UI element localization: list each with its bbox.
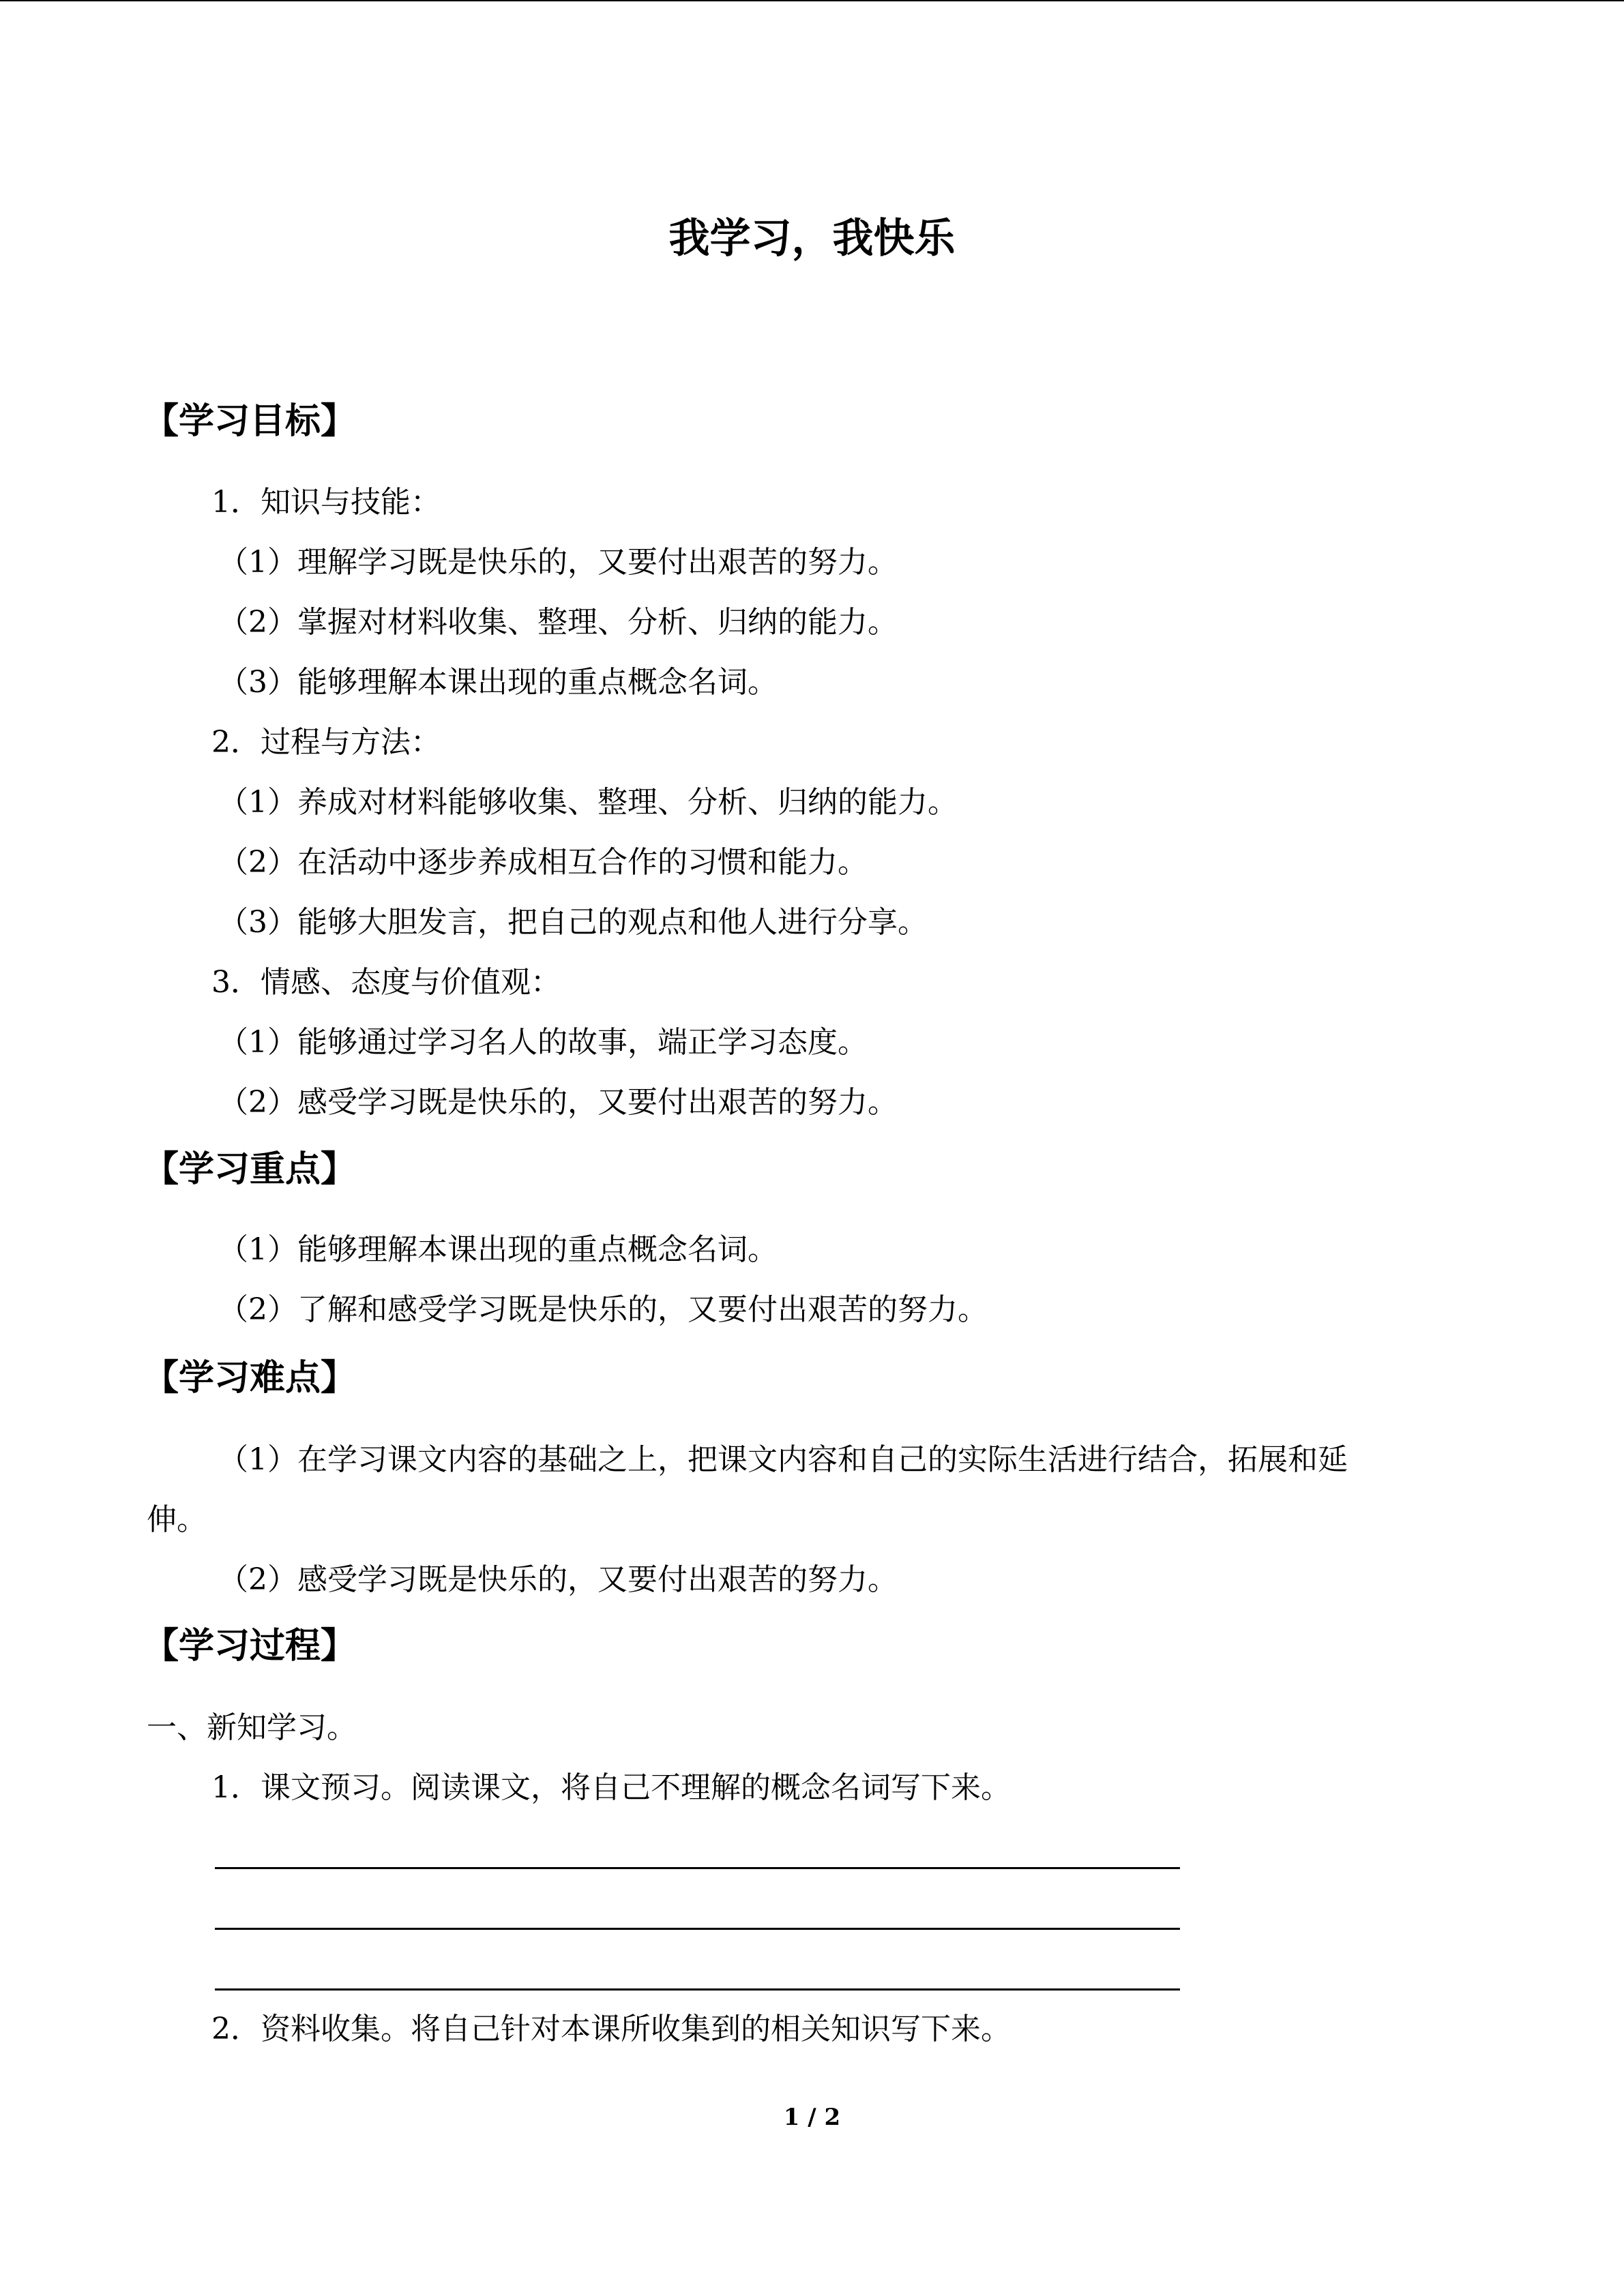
goal-line: （2）在活动中逐步养成相互合作的习惯和能力。: [218, 845, 868, 880]
goal-line: （1）养成对材料能够收集、整理、分析、归纳的能力。: [218, 785, 958, 820]
goal-line: （3）能够大胆发言，把自己的观点和他人进行分享。: [218, 905, 928, 940]
process-line: 2．资料收集。将自己针对本课所收集到的相关知识写下来。: [211, 2012, 1011, 2046]
section-heading-goals: 【学习目标】: [143, 400, 357, 442]
section-heading-process: 【学习过程】: [143, 1625, 357, 1667]
goal-line: 1．知识与技能：: [211, 485, 441, 520]
answer-blank-line[interactable]: [215, 1988, 1180, 1991]
goal-line: （3）能够理解本课出现的重点概念名词。: [218, 665, 778, 700]
section-heading-difficulties: 【学习难点】: [143, 1357, 357, 1399]
answer-blank-line[interactable]: [215, 1867, 1180, 1869]
process-line: 1．课文预习。阅读课文，将自己不理解的概念名词写下来。: [211, 1770, 1011, 1805]
difficulty-line: 伸。: [147, 1502, 207, 1537]
difficulty-line: （2）感受学习既是快乐的，又要付出艰苦的努力。: [218, 1562, 898, 1597]
goal-line: 2．过程与方法：: [211, 725, 441, 760]
page-number: 1 / 2: [783, 2104, 841, 2131]
section-heading-key-points: 【学习重点】: [143, 1148, 357, 1190]
goal-line: 3．情感、态度与价值观：: [211, 965, 561, 1000]
process-line: 一、新知学习。: [147, 1710, 357, 1745]
goal-line: （2）掌握对材料收集、整理、分析、归纳的能力。: [218, 605, 898, 640]
page-title: 我学习，我快乐: [668, 215, 956, 263]
top-border: [0, 0, 1624, 1]
answer-blank-line[interactable]: [215, 1928, 1180, 1930]
difficulty-line: （1）在学习课文内容的基础之上，把课文内容和自己的实际生活进行结合，拓展和延: [218, 1442, 1348, 1477]
key-point-line: （2）了解和感受学习既是快乐的，又要付出艰苦的努力。: [218, 1292, 988, 1327]
goal-line: （1）理解学习既是快乐的，又要付出艰苦的努力。: [218, 545, 898, 580]
goal-line: （2）感受学习既是快乐的，又要付出艰苦的努力。: [218, 1085, 898, 1120]
key-point-line: （1）能够理解本课出现的重点概念名词。: [218, 1232, 778, 1267]
goal-line: （1）能够通过学习名人的故事，端正学习态度。: [218, 1025, 868, 1060]
